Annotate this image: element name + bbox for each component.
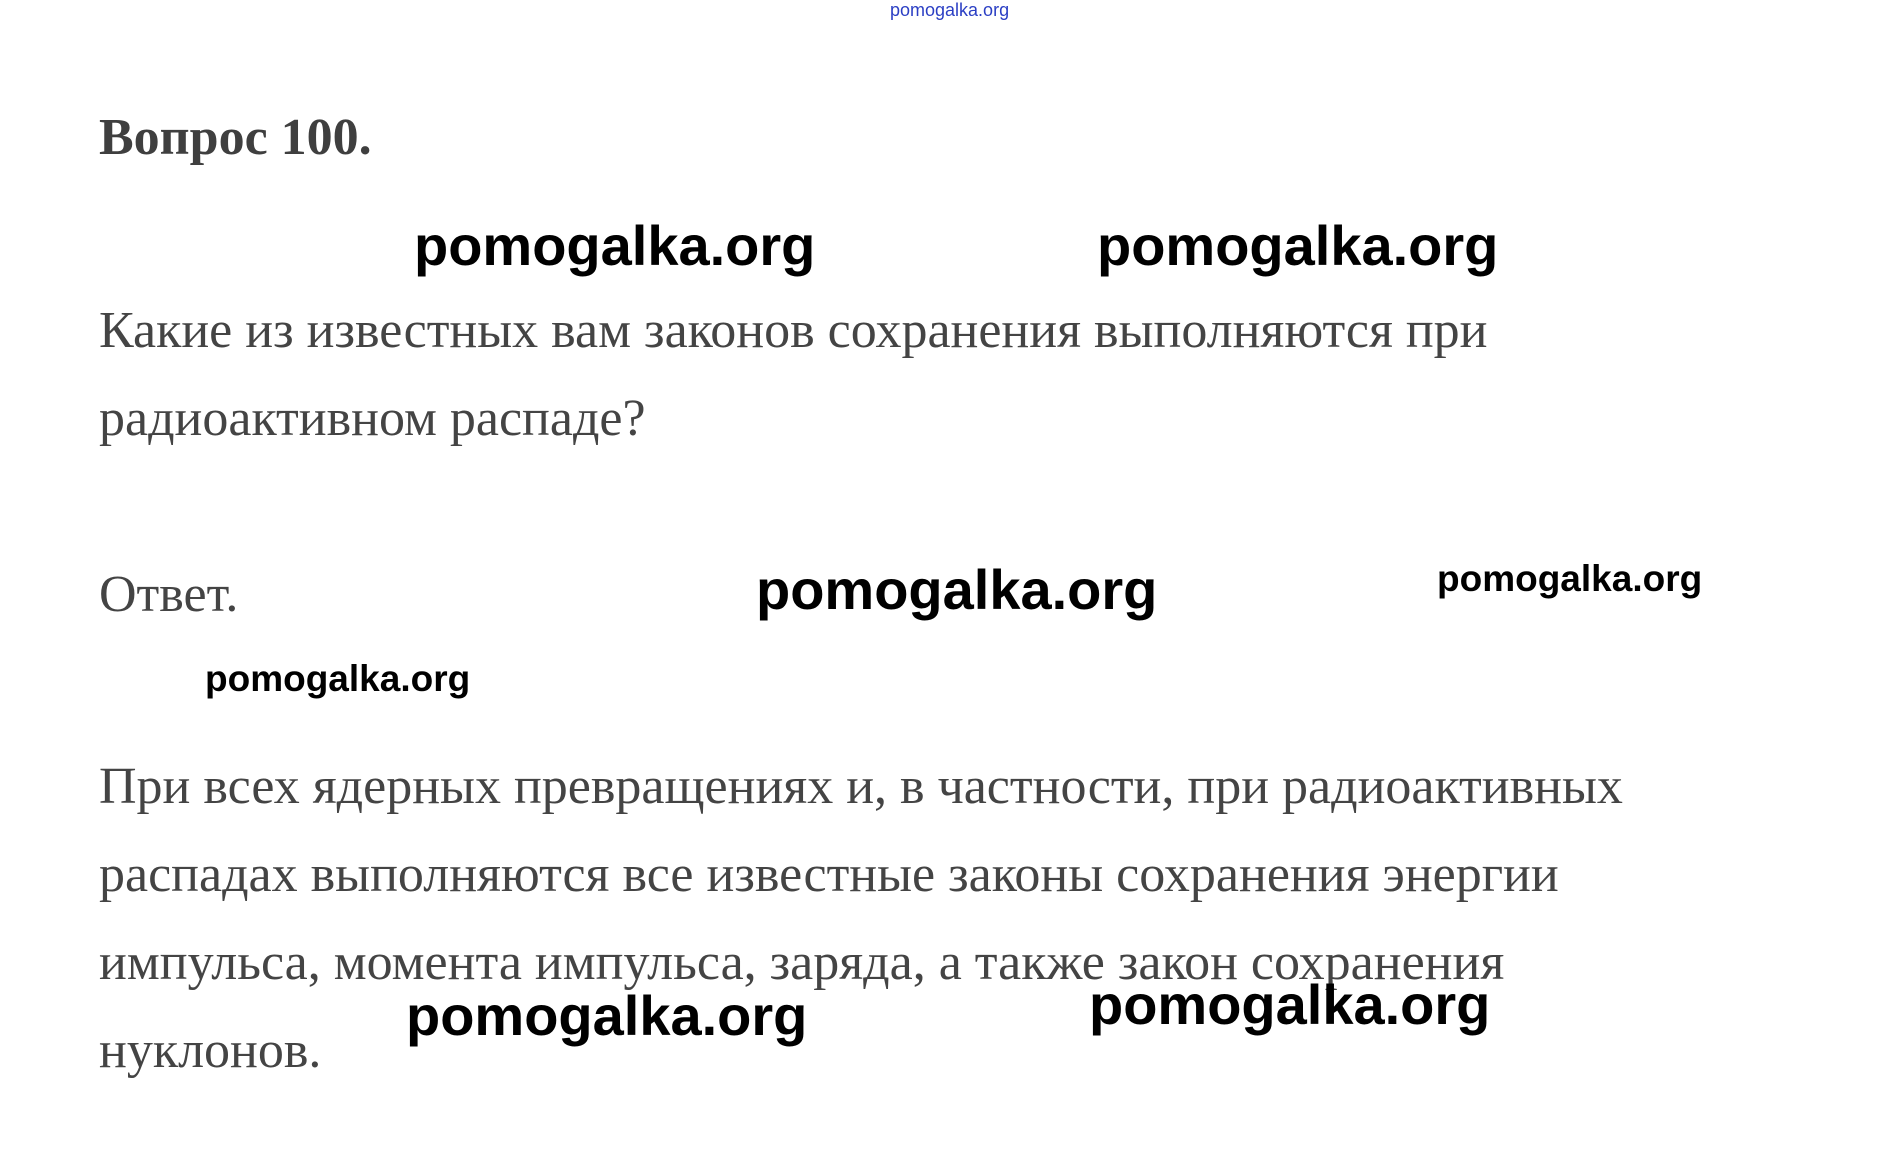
watermark: pomogalka.org xyxy=(1097,214,1499,277)
source-link[interactable]: pomogalka.org xyxy=(890,0,1010,20)
answer-line: При всех ядерных превращениях и, в частности, при радиоактивных xyxy=(99,758,1623,815)
watermark: pomogalka.org xyxy=(406,984,808,1047)
question-text xyxy=(99,287,1819,463)
answer-line: распадах выполняются все известные законы сохранения энергии xyxy=(99,846,1559,903)
watermark: pomogalka.org xyxy=(414,214,816,277)
watermark: pomogalka.org xyxy=(205,658,471,699)
question-line: радиоактивном распаде? xyxy=(99,390,646,447)
watermark: pomogalka.org xyxy=(1437,558,1703,599)
watermark: pomogalka.org xyxy=(756,558,1158,621)
answer-line: нуклонов. xyxy=(99,1022,322,1079)
question-line: Какие из известных вам законов сохранения выполняются при xyxy=(99,302,1488,359)
answer-line: импульса, момента импульса, заряда, а также закон сохранения xyxy=(99,934,1505,991)
question-title: Вопрос 100. xyxy=(99,109,372,166)
answer-text xyxy=(99,743,1859,1095)
watermark: pomogalka.org xyxy=(1089,973,1491,1036)
answer-label: Ответ. xyxy=(99,566,239,623)
